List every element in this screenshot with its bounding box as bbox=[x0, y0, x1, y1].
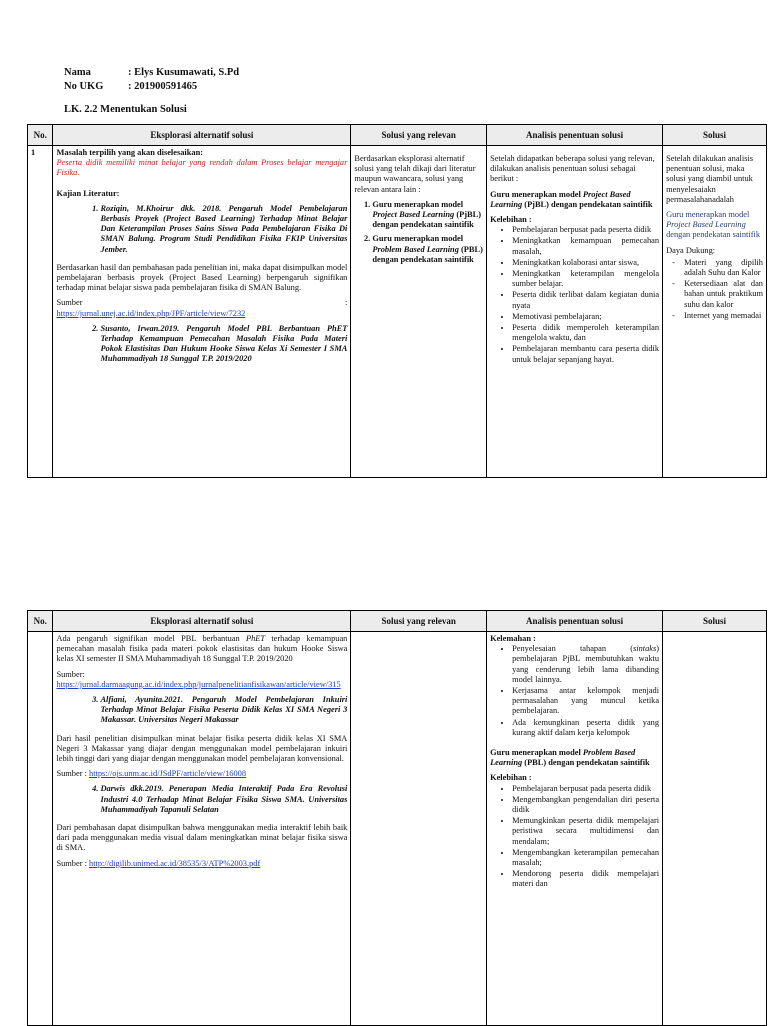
kelebihan-heading: Kelebihan : bbox=[490, 773, 532, 783]
summary-1: Berdasarkan hasil dan pembahasan pada penelitian ini, maka dapat disimpulkan model pembelajaran berbasis proyek (Project Based Learning) berpengaruh signifikan terhadap minat belajar siswa pada pembelajaran fisika di SMAN Balung. bbox=[56, 262, 348, 293]
list-item: • Memotivasi pembelajaran; bbox=[512, 312, 659, 322]
nama-row bbox=[64, 66, 239, 80]
col-header-eksplorasi: Eksplorasi alternatif solusi bbox=[53, 125, 351, 146]
list-item: • Peserta didik memperoleh keterampilan mengelola waktu, dan bbox=[512, 323, 659, 343]
kelebihan-heading: Kelebihan : bbox=[490, 215, 532, 225]
sumber-1-link[interactable]: https://jurnal.unej.ac.id/index.php/JPF/article/view/7232 bbox=[56, 308, 246, 318]
list-item: • Mengembangkan pengendalian diri peserta didik bbox=[512, 795, 659, 815]
table-header-row bbox=[28, 611, 767, 632]
sumber-3-label: Sumber : bbox=[56, 769, 90, 779]
nama-value: : Elys Kusumawati, S.Pd bbox=[128, 67, 240, 78]
col-header-no: No. bbox=[28, 611, 53, 632]
solusi-intro: Setelah dilakukan analisis penentuan solusi, maka solusi yang diambil untuk menyelesaiakn permasalahanadalah bbox=[666, 154, 754, 204]
col-header-eksplorasi: Eksplorasi alternatif solusi bbox=[53, 611, 351, 632]
kelebihan-list bbox=[490, 784, 659, 890]
summary-4: Dari pembahasan dapat disimpulkan bahwa menggunakan media interaktif lebih baik dari pada menggunakan media visual dalam meningkatkan minat belajar fisika siswa di SMA. bbox=[56, 823, 348, 853]
list-item: • Meningkatkan kemampuan pemecahan masalah, bbox=[512, 236, 659, 256]
sumber-4-link[interactable]: http://digilib.unimed.ac.id/38535/3/ATP%2003.pdf bbox=[89, 858, 261, 868]
analisis-intro: Setelah didapatkan beberapa solusi yang relevan, dilakukan analisis penentuan solusi sebagai berikut : bbox=[490, 154, 655, 184]
row-number-empty bbox=[28, 632, 53, 1026]
kelemahan-list bbox=[490, 644, 659, 738]
list-item: • Mendorong peserta didik mempelajari materi dan bbox=[512, 869, 659, 889]
problem-text: Peserta didik memiliki minat belajar yang rendah dalam Proses belajar mengajar Fisika. bbox=[56, 158, 348, 178]
list-item: • Pembelajaran berpusat pada peserta didik bbox=[512, 784, 659, 794]
ukg-row bbox=[64, 80, 239, 94]
ukg-value: : 201900591465 bbox=[128, 80, 198, 92]
list-item: • Mengembangkan keterampilan pemecahan masalah; bbox=[512, 848, 659, 868]
reference-list-4 bbox=[56, 784, 347, 815]
sumber-2-label: Sumber: bbox=[56, 669, 85, 679]
cell-eksplorasi bbox=[53, 632, 351, 1026]
kajian-heading: Kajian Literatur: bbox=[56, 188, 120, 198]
cell-solusi-relevan-empty bbox=[351, 632, 487, 1026]
lk-title: LK. 2.2 Menentukan Solusi bbox=[64, 104, 187, 115]
solution-table-page-2 bbox=[27, 610, 767, 1026]
sumber-1-row bbox=[56, 298, 347, 308]
list-item: • Meningkatkan kolaborasi antar siswa, bbox=[512, 258, 659, 268]
daya-dukung-list bbox=[666, 258, 763, 321]
nama-label: Nama bbox=[64, 67, 91, 78]
reference-4: 4. Darwis dkk.2019. Penerapan Media Interaktif Pada Era Revolusi Industri 4.0 Terhadap Minat Belajar Fisika Siswa SMA. Universitas Muhammadiyah Tapanuli Selatan bbox=[100, 784, 347, 815]
document-header bbox=[64, 66, 239, 117]
sumber-1-label: Sumber bbox=[56, 298, 83, 308]
table-row bbox=[28, 146, 767, 478]
reference-list bbox=[56, 204, 347, 255]
solusi-relevan-list bbox=[354, 200, 483, 265]
list-item: - Ketersediaan alat dan bahan untuk praktikum suhu dan kalor bbox=[684, 279, 763, 310]
sumber-3-link[interactable]: https://ojs.unm.ac.id/JSdPF/article/view/16008 bbox=[89, 769, 247, 779]
reference-list-2 bbox=[56, 324, 347, 365]
analisis-model: Guru menerapkan model Project Based Learning (PjBL) dengan pendekatan saintifik bbox=[490, 189, 653, 209]
list-item: • Pembelajaran berpusat pada peserta didik bbox=[512, 225, 659, 235]
reference-list-3 bbox=[56, 695, 347, 726]
paragraph-pbl-phet: Ada pengaruh signifikan model PBL berbantuan PhET terhadap kemampuan pemecahan masalah fisika pada materi pokok elastisitas dan hukum Hooke Siswa kelas XI semester II SMA Muhammadiyah 18 Sunggal T.P. 2019/2020 bbox=[56, 634, 348, 664]
sumber-1-colon: : bbox=[345, 298, 348, 308]
solusi-relevan-item-1: 1. Guru menerapkan model Project Based Learning (PjBL) dengan pendekatan saintifik bbox=[372, 200, 483, 231]
list-item: • Ada kemungkinan peserta didik yang kurang aktif dalam kerja kelompok bbox=[512, 718, 659, 738]
cell-analisis bbox=[487, 146, 663, 478]
summary-3: Dari hasil penelitian disimpulkan minat belajar fisika peserta didik kelas XI SMA Negeri 3 Makassar yang diajar dengan menggunakan model pembelajaran inkuiri lebih tinggi dari yang diajar dengan menggunakan model pembelajaran konvensional. bbox=[56, 733, 348, 764]
kelebihan-list bbox=[490, 225, 659, 365]
col-header-solusi-relevan: Solusi yang relevan bbox=[351, 125, 487, 146]
sumber-3-row bbox=[56, 769, 347, 779]
table-header-row bbox=[28, 125, 767, 146]
table-row bbox=[28, 632, 767, 1026]
cell-analisis bbox=[487, 632, 663, 1026]
reference-3: 3. Alfiani, Ayunita.2021. Pengaruh Model Pembelajaran Inkuiri Terhadap Minat Belajar Fisika Peserta Didik Kelas XI SMA Negeri 3 Makassar. Universitas Negeri Makassar bbox=[100, 695, 347, 726]
solusi-chosen: Guru menerapkan model Project Based Learning dengan pendekatan saintifik bbox=[666, 210, 761, 240]
col-header-analisis: Analisis penentuan solusi bbox=[487, 611, 663, 632]
analisis-model-2: Guru menerapkan model Problem Based Learning (PBL) dengan pendekatan saintifik bbox=[490, 748, 650, 768]
reference-1: 1. Roziqin, M.Khoirur dkk. 2018. Pengaruh Model Pembelajaran Berbasis Proyek (Project Based Learning) Terhadap Minat Belajar Dan Keterampilan Proses Sains Siswa Pada Pembelajaran Fisika Di SMAN Balung. Program Studi Pendidikan Fisika FKIP Universitas Jember. bbox=[100, 204, 347, 255]
sumber-4-row bbox=[56, 859, 347, 869]
solusi-relevan-item-2: 2. Guru menerapkan model Problem Based Learning (PBL) dengan pendekatan saintifik bbox=[372, 234, 483, 265]
daya-dukung-heading: Daya Dukung: bbox=[666, 245, 716, 255]
list-item: • Kerjasama antar kelompok menjadi permasalahan yang muncul ketika pembelajaran. bbox=[512, 686, 659, 717]
reference-2: 2. Susanto, Irwan.2019. Pengaruh Model PBL Berbantuan PhET Terhadap Kemampuan Pemecahan Masalah Fisika Pada Materi Pokok Elastisitas Dan Hukum Hooke Siswa Kelas Xi Semester I SMA Muhammadiyah 18 Sunggal T.P. 2019/2020 bbox=[100, 324, 347, 365]
col-header-no: No. bbox=[28, 125, 53, 146]
col-header-analisis: Analisis penentuan solusi bbox=[487, 125, 663, 146]
list-item: - Materi yang dipilih adalah Suhu dan Kalor bbox=[684, 258, 763, 278]
problem-title: Masalah terpilih yang akan diselesaikan: bbox=[56, 148, 204, 157]
solusi-relevan-intro: Berdasarkan eksplorasi alternatif solusi yang telah dikaji dari literatur maupun wawancara, solusi yang relevan antara lain : bbox=[354, 154, 476, 194]
col-header-solusi: Solusi bbox=[663, 611, 767, 632]
cell-eksplorasi bbox=[53, 146, 351, 478]
col-header-solusi-relevan: Solusi yang relevan bbox=[351, 611, 487, 632]
list-item: • Pembelajaran membantu cara peserta didik untuk belajar sepanjang hayat. bbox=[512, 344, 659, 364]
list-item: • Penyelesaian tahapan (sintaks) pembelajaran PjBL membutuhkan waktu yang cenderung lebih lama dibanding model lainnya. bbox=[512, 644, 659, 685]
list-item: • Peserta didik terlibat dalam kegiatan dunia nyata bbox=[512, 290, 659, 310]
ukg-label: No UKG bbox=[64, 80, 104, 92]
col-header-solusi: Solusi bbox=[663, 125, 767, 146]
cell-solusi-empty bbox=[663, 632, 767, 1026]
list-item: - Internet yang memadai bbox=[684, 311, 763, 321]
list-item: • Memungkinkan peserta didik mempelajari peristiwa secara multidimensi dan mendalam; bbox=[512, 816, 659, 847]
solution-table-page-1 bbox=[27, 124, 767, 478]
sumber-4-label: Sumber : bbox=[56, 858, 90, 868]
sumber-2-link[interactable]: https://jurnal.darmaagung.ac.id/index.php/jurnalpenelitianfisikawan/article/view/315 bbox=[56, 679, 341, 689]
kelemahan-heading: Kelemahan : bbox=[490, 634, 536, 643]
cell-solusi bbox=[663, 146, 767, 478]
list-item: • Meningkatkan keterampilan mengelola sumber belajar. bbox=[512, 269, 659, 289]
row-number: 1 bbox=[28, 146, 53, 478]
cell-solusi-relevan bbox=[351, 146, 487, 478]
